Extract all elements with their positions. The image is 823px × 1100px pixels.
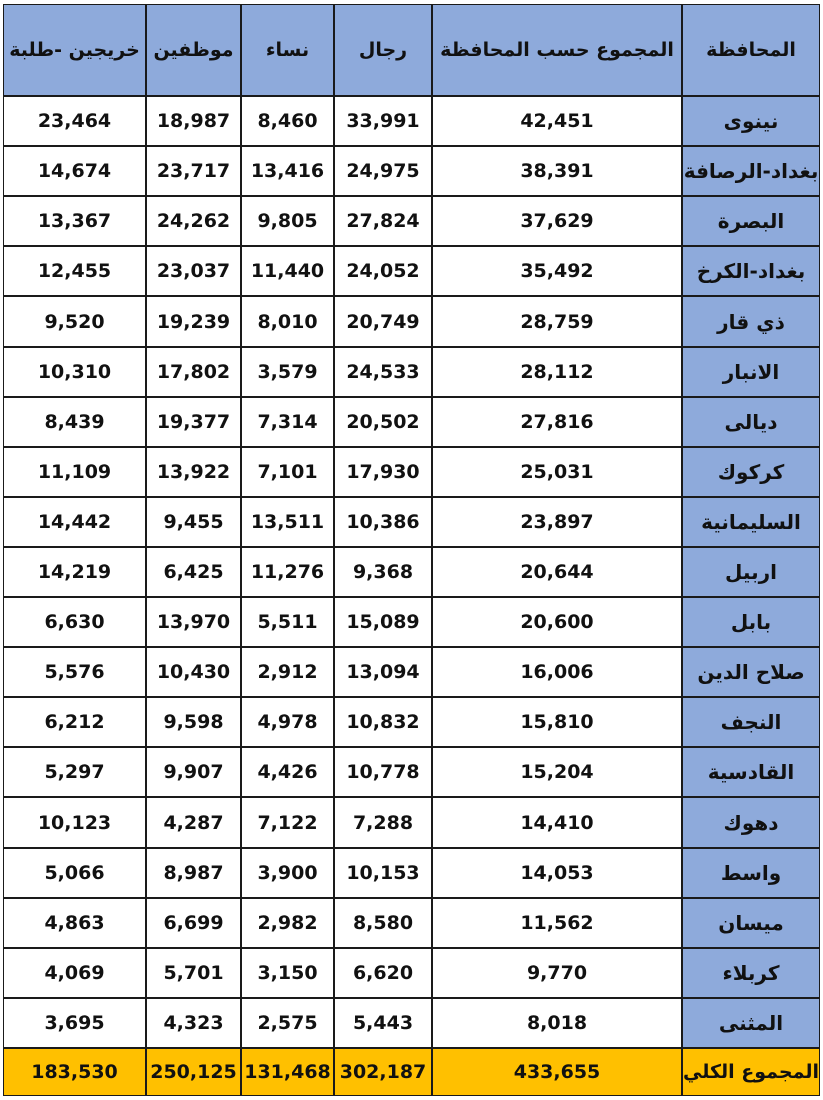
header-graduates-students: خريجين -طلبة bbox=[3, 4, 146, 96]
graduates-students-cell: 4,069 bbox=[3, 948, 146, 998]
men-cell: 10,386 bbox=[334, 497, 432, 547]
province-total-cell: 14,053 bbox=[432, 848, 682, 898]
men-cell: 10,153 bbox=[334, 848, 432, 898]
employees-cell: 18,987 bbox=[146, 96, 241, 146]
header-province: المحافظة bbox=[682, 4, 820, 96]
men-cell: 24,052 bbox=[334, 246, 432, 296]
men-cell: 10,778 bbox=[334, 747, 432, 797]
graduates-students-cell: 6,630 bbox=[3, 597, 146, 647]
men-cell: 17,930 bbox=[334, 447, 432, 497]
province-total-cell: 28,759 bbox=[432, 296, 682, 347]
province-total-cell: 23,897 bbox=[432, 497, 682, 547]
men-cell: 6,620 bbox=[334, 948, 432, 998]
grand-total-label: المجموع الكلي bbox=[682, 1048, 820, 1096]
grand-total-employees: 250,125 bbox=[146, 1048, 241, 1096]
province-total-cell: 20,644 bbox=[432, 547, 682, 597]
graduates-students-cell: 10,310 bbox=[3, 347, 146, 397]
header-men: رجال bbox=[334, 4, 432, 96]
women-cell: 3,579 bbox=[241, 347, 334, 397]
women-cell: 13,511 bbox=[241, 497, 334, 547]
province-total-cell: 8,018 bbox=[432, 998, 682, 1048]
men-cell: 8,580 bbox=[334, 898, 432, 948]
province-name-cell: القادسية bbox=[682, 747, 820, 797]
province-total-cell: 16,006 bbox=[432, 647, 682, 697]
employees-cell: 4,287 bbox=[146, 797, 241, 848]
province-name-cell: البصرة bbox=[682, 196, 820, 246]
women-cell: 2,575 bbox=[241, 998, 334, 1048]
men-cell: 7,288 bbox=[334, 797, 432, 848]
province-total-cell: 15,810 bbox=[432, 697, 682, 747]
header-women: نساء bbox=[241, 4, 334, 96]
men-cell: 24,533 bbox=[334, 347, 432, 397]
province-total-cell: 38,391 bbox=[432, 146, 682, 196]
employees-cell: 19,377 bbox=[146, 397, 241, 447]
women-cell: 7,122 bbox=[241, 797, 334, 848]
province-name-cell: النجف bbox=[682, 697, 820, 747]
province-total-cell: 42,451 bbox=[432, 96, 682, 146]
province-total-cell: 14,410 bbox=[432, 797, 682, 848]
employees-cell: 13,970 bbox=[146, 597, 241, 647]
employees-cell: 9,907 bbox=[146, 747, 241, 797]
province-name-cell: نينوى bbox=[682, 96, 820, 146]
men-cell: 13,094 bbox=[334, 647, 432, 697]
grand-total-men: 302,187 bbox=[334, 1048, 432, 1096]
men-cell: 10,832 bbox=[334, 697, 432, 747]
graduates-students-cell: 5,066 bbox=[3, 848, 146, 898]
men-cell: 20,502 bbox=[334, 397, 432, 447]
employees-cell: 5,701 bbox=[146, 948, 241, 998]
province-name-cell: بغداد-الرصافة bbox=[682, 146, 820, 196]
province-total-cell: 37,629 bbox=[432, 196, 682, 246]
women-cell: 3,900 bbox=[241, 848, 334, 898]
graduates-students-cell: 11,109 bbox=[3, 447, 146, 497]
province-total-cell: 28,112 bbox=[432, 347, 682, 397]
women-cell: 13,416 bbox=[241, 146, 334, 196]
grand-total-province-total: 433,655 bbox=[432, 1048, 682, 1096]
province-name-cell: صلاح الدين bbox=[682, 647, 820, 697]
men-cell: 15,089 bbox=[334, 597, 432, 647]
province-total-cell: 9,770 bbox=[432, 948, 682, 998]
men-cell: 33,991 bbox=[334, 96, 432, 146]
province-name-cell: السليمانية bbox=[682, 497, 820, 547]
graduates-students-cell: 9,520 bbox=[3, 296, 146, 347]
province-name-cell: ميسان bbox=[682, 898, 820, 948]
employees-cell: 6,699 bbox=[146, 898, 241, 948]
women-cell: 8,010 bbox=[241, 296, 334, 347]
men-cell: 24,975 bbox=[334, 146, 432, 196]
graduates-students-cell: 6,212 bbox=[3, 697, 146, 747]
province-name-cell: اربيل bbox=[682, 547, 820, 597]
women-cell: 9,805 bbox=[241, 196, 334, 246]
province-total-cell: 25,031 bbox=[432, 447, 682, 497]
employees-cell: 19,239 bbox=[146, 296, 241, 347]
employees-cell: 17,802 bbox=[146, 347, 241, 397]
province-total-cell: 27,816 bbox=[432, 397, 682, 447]
graduates-students-cell: 10,123 bbox=[3, 797, 146, 848]
graduates-students-cell: 12,455 bbox=[3, 246, 146, 296]
province-name-cell: واسط bbox=[682, 848, 820, 898]
graduates-students-cell: 5,297 bbox=[3, 747, 146, 797]
employees-cell: 23,717 bbox=[146, 146, 241, 196]
employees-cell: 4,323 bbox=[146, 998, 241, 1048]
graduates-students-cell: 14,674 bbox=[3, 146, 146, 196]
women-cell: 8,460 bbox=[241, 96, 334, 146]
women-cell: 11,276 bbox=[241, 547, 334, 597]
graduates-students-cell: 8,439 bbox=[3, 397, 146, 447]
grand-total-women: 131,468 bbox=[241, 1048, 334, 1096]
province-name-cell: كربلاء bbox=[682, 948, 820, 998]
men-cell: 20,749 bbox=[334, 296, 432, 347]
province-total-cell: 35,492 bbox=[432, 246, 682, 296]
graduates-students-cell: 13,367 bbox=[3, 196, 146, 246]
women-cell: 4,426 bbox=[241, 747, 334, 797]
graduates-students-cell: 3,695 bbox=[3, 998, 146, 1048]
header-employees: موظفين bbox=[146, 4, 241, 96]
province-total-cell: 11,562 bbox=[432, 898, 682, 948]
women-cell: 11,440 bbox=[241, 246, 334, 296]
women-cell: 4,978 bbox=[241, 697, 334, 747]
women-cell: 5,511 bbox=[241, 597, 334, 647]
women-cell: 2,982 bbox=[241, 898, 334, 948]
men-cell: 27,824 bbox=[334, 196, 432, 246]
women-cell: 7,101 bbox=[241, 447, 334, 497]
employees-cell: 10,430 bbox=[146, 647, 241, 697]
employees-cell: 23,037 bbox=[146, 246, 241, 296]
province-name-cell: الانبار bbox=[682, 347, 820, 397]
province-name-cell: المثنى bbox=[682, 998, 820, 1048]
province-total-cell: 20,600 bbox=[432, 597, 682, 647]
graduates-students-cell: 14,442 bbox=[3, 497, 146, 547]
province-name-cell: ديالى bbox=[682, 397, 820, 447]
graduates-students-cell: 23,464 bbox=[3, 96, 146, 146]
employees-cell: 9,455 bbox=[146, 497, 241, 547]
province-total-cell: 15,204 bbox=[432, 747, 682, 797]
women-cell: 7,314 bbox=[241, 397, 334, 447]
graduates-students-cell: 5,576 bbox=[3, 647, 146, 697]
header-province-total: المجموع حسب المحافظة bbox=[432, 4, 682, 96]
women-cell: 2,912 bbox=[241, 647, 334, 697]
employees-cell: 9,598 bbox=[146, 697, 241, 747]
province-name-cell: بابل bbox=[682, 597, 820, 647]
province-name-cell: كركوك bbox=[682, 447, 820, 497]
employees-cell: 13,922 bbox=[146, 447, 241, 497]
employees-cell: 24,262 bbox=[146, 196, 241, 246]
province-name-cell: بغداد-الكرخ bbox=[682, 246, 820, 296]
graduates-students-cell: 14,219 bbox=[3, 547, 146, 597]
men-cell: 9,368 bbox=[334, 547, 432, 597]
province-name-cell: دهوك bbox=[682, 797, 820, 848]
province-name-cell: ذي قار bbox=[682, 296, 820, 347]
graduates-students-cell: 4,863 bbox=[3, 898, 146, 948]
employees-cell: 8,987 bbox=[146, 848, 241, 898]
women-cell: 3,150 bbox=[241, 948, 334, 998]
employees-cell: 6,425 bbox=[146, 547, 241, 597]
men-cell: 5,443 bbox=[334, 998, 432, 1048]
grand-total-graduates-students: 183,530 bbox=[3, 1048, 146, 1096]
